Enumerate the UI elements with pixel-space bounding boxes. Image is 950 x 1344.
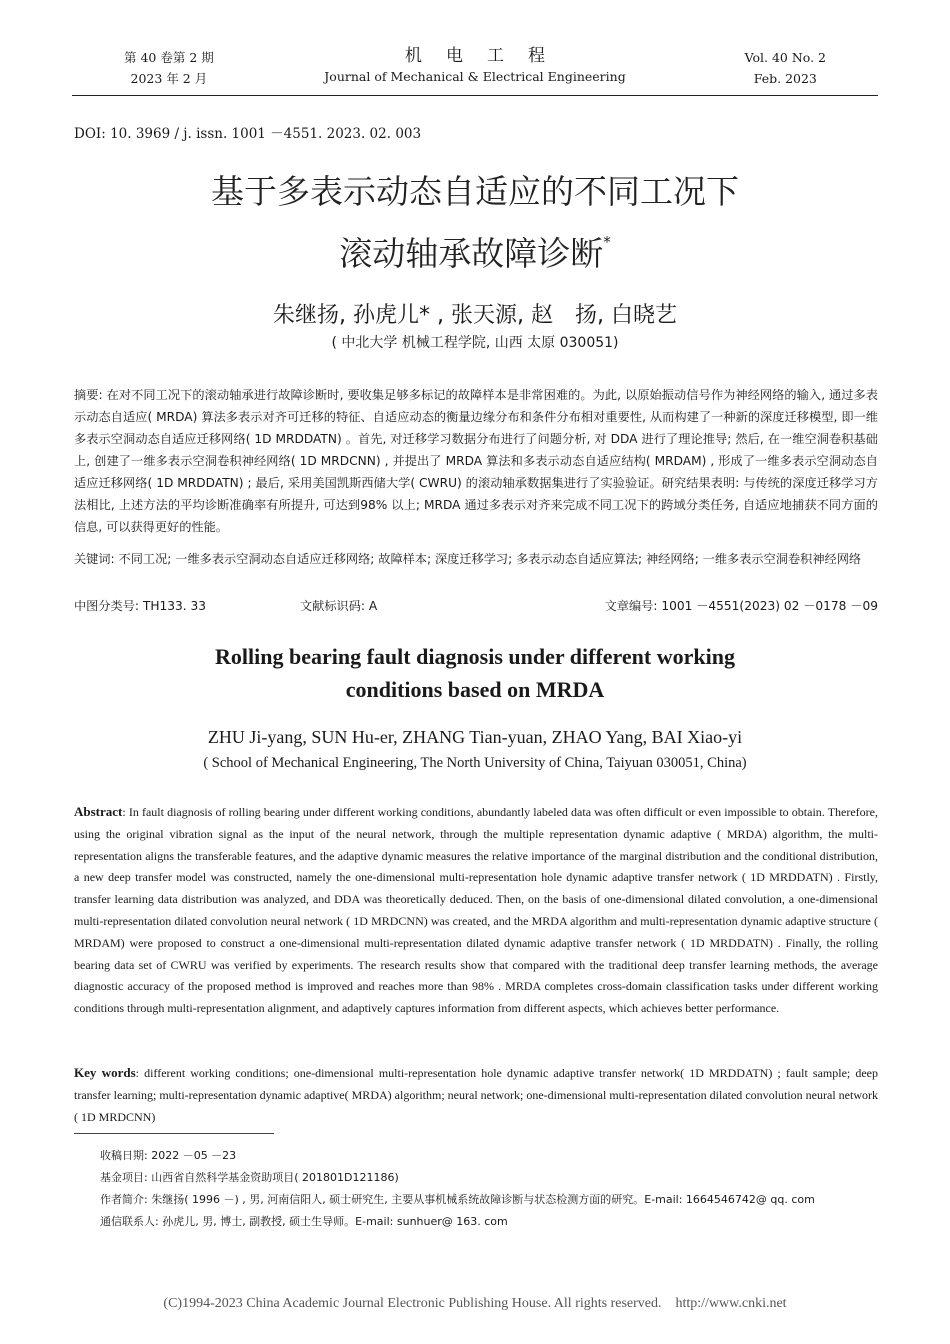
title-cn-line2-text: 滚动轴承故障诊断 xyxy=(339,234,604,273)
footnote-divider xyxy=(74,1133,274,1134)
keywords-cn: 关键词: 不同工况; 一维多表示空洞动态自适应迁移网络; 故障样本; 深度迁移学习; 多表示动态自适应算法; 神经网络; 一维多表示空洞卷积神经网络 xyxy=(74,552,862,566)
affiliation-cn: ( 中北大学 机械工程学院, 山西 太原 030051) xyxy=(331,335,619,351)
title-en-line2: conditions based on MRDA xyxy=(345,677,605,702)
authors-en: ZHU Ji-yang, SUN Hu-er, ZHANG Tian-yuan, ZHAO Yang, BAI Xiao-yi xyxy=(207,727,743,747)
footnote-author-bio: 作者简介: 朱继扬( 1996 －) , 男, 河南信阳人, 硕士研究生, 主要从事机械系统故障诊断与状态检测方面的研究。E-mail: 1664546742@ qq. com xyxy=(100,1193,815,1206)
footnote-fund: 基金项目: 山西省自然科学基金资助项目( 201801D121186) xyxy=(100,1171,399,1184)
keywords-en xyxy=(74,1062,878,1128)
authors-cn: 朱继扬, 孙虎儿* , 张天源, 赵 扬, 白晓艺 xyxy=(273,303,677,328)
title-footnote-mark: * xyxy=(603,233,611,251)
document-code: 文献标识码: A xyxy=(300,599,378,613)
article-number: 文章编号: 1001 －4551(2023) 02 －0178 －09 xyxy=(604,599,878,613)
date-en: Feb. 2023 xyxy=(753,71,817,86)
title-cn-line1: 基于多表示动态自适应的不同工况下 xyxy=(211,172,739,211)
clc-number: 中图分类号: TH133. 33 xyxy=(74,599,207,613)
footnote-received: 收稿日期: 2022 －05 －23 xyxy=(100,1149,237,1162)
volume-issue-cn: 第 40 卷第 2 期 xyxy=(124,50,214,65)
abstract-label: Abstract xyxy=(74,804,123,819)
title-cn-line2 xyxy=(0,217,950,279)
keywords-label: Key words xyxy=(74,1065,136,1080)
abstract-en xyxy=(74,801,878,1020)
title-cn xyxy=(0,166,950,279)
copyright-notice: (C)1994-2023 China Academic Journal Electronic Publishing House. All rights reserved. http://www.cnki.net xyxy=(163,1296,787,1311)
journal-name-en: Journal of Mechanical & Electrical Engineering xyxy=(324,69,626,84)
journal-name xyxy=(300,44,650,86)
title-en xyxy=(0,640,950,706)
abstract-cn: 摘要: 在对不同工况下的滚动轴承进行故障诊断时, 要收集足够多标记的故障样本是非常困难的。为此, 以原始振动信号作为神经网络的输入, 通过多表示动态自适应( MRDA) 算法多表示对齐可迁移的特征、自适应动态的衡量边缘分布和条件分布相对重要性, 从而构建了一种新的深度迁移模型, 即一维多表示空洞动态自适应迁移网络( 1D MRDDATN) 。首先, 对迁移学习数据分布进行了问题分析, 对 DDA 进行了理论推导; 然后, 在一维空洞卷积基础上, 创建了一维多表示空洞卷积神经网络( 1D MRDCNN) , 并提出了 MRDA 算法和多表示动态自适应结构( MRDAM) , 形成了一维多表示空洞动态自适应迁移网络( 1D MRDDATN) ; 最后, 采用美国凯斯西储大学( CWRU) 的滚动轴承数据集进行了实验验证。研究结果表明: 与传统的深度迁移学习方法相比, 上述方法的平均诊断准确率有所提升, 可达到98% 以上; MRDA 通过多表示对齐来完成不同工况下的跨域分类任务, 自适应地捕获不同方面的信息, 可以获得更好的性能。 xyxy=(74,388,878,534)
header-divider xyxy=(72,95,878,96)
journal-issue-cn xyxy=(124,47,214,89)
journal-issue-en xyxy=(745,47,826,89)
title-en-line1: Rolling bearing fault diagnosis under different working xyxy=(215,644,735,669)
affiliation-en: ( School of Mechanical Engineering, The North University of China, Taiyuan 030051, China) xyxy=(203,755,747,771)
abstract-en-text: : In fault diagnosis of rolling bearing under different working conditions, abundantly labeled data was often difficult or even impossible to obtain. Therefore, using the original vibration signal as the input of the neural network, through the multiple representation dynamic adaptive ( MRDA) algorithm, the multi-representation aligns the transferable features, and the adaptive dynamic measures the relative importance of the marginal distribution and the conditional distribution, a new deep transfer model was constructed, namely the one-dimensional multi-representation hole dynamic adaptive transfer network ( 1D MRDDATN) . Firstly, transfer learning data distribution was analyzed, and DDA was theoretically deduced. Then, on the basis of one-dimensional dilated convolution, a one-dimensional multi-representation dilated convolution neural network ( 1D MRDCNN) was created, and the MRDA algorithm and multi-representation dynamic adaptive structure ( MRDAM) were proposed to construct a one-dimensional multi-representation dilated dynamic adaptive transfer network ( 1D MRDDATN) . Finally, the rolling bearing data set of CWRU was verified by experiments. The research results show that compared with the traditional deep transfer learning methods, the average diagnostic accuracy of the proposed method is improved and reaches more than 98% . MRDA completes cross-domain classification tasks under different working conditions through multi-representation alignment, and adaptively captures information from different aspects, which achieves better performance. xyxy=(74,805,878,1016)
footnote-contact: 通信联系人: 孙虎儿, 男, 博士, 副教授, 硕士生导师。E-mail: sunhuer@ 163. com xyxy=(100,1215,508,1228)
volume-issue-en: Vol. 40 No. 2 xyxy=(744,50,826,65)
date-cn: 2023 年 2 月 xyxy=(130,71,208,86)
doi: DOI: 10. 3969 / j. issn. 1001 －4551. 2023. 02. 003 xyxy=(74,126,422,142)
journal-name-cn: 机电工程 xyxy=(405,46,569,66)
keywords-en-text: : different working conditions; one-dimensional multi-representation hole dynamic adaptive transfer network( 1D MRDDATN) ; fault sample; deep transfer learning; multi-representation dynamic adaptive( MRDA) algorithm; neural network; one-dimensional multi-representation dilated convolution neural network ( 1D MRDCNN) xyxy=(74,1066,878,1124)
footnotes xyxy=(100,1145,880,1233)
